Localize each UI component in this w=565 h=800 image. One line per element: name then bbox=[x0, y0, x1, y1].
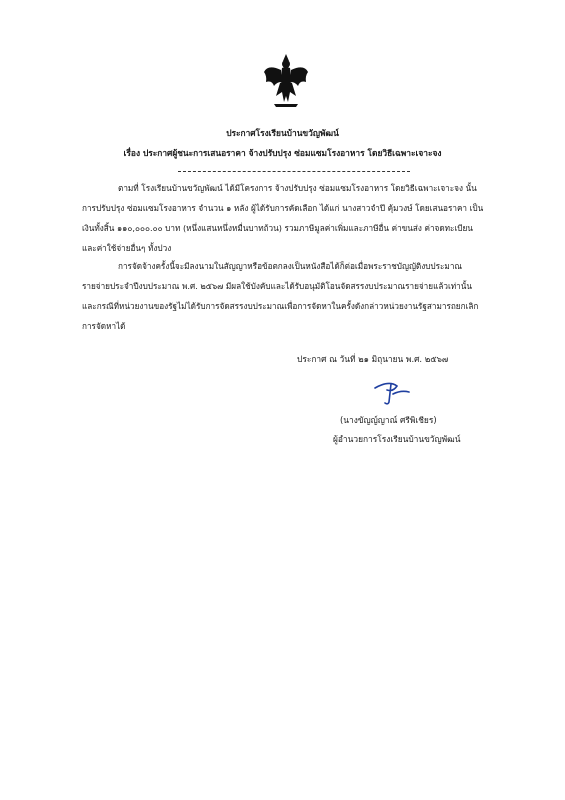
announcement-date: ประกาศ ณ วันที่ ๒๑ มิถุนายน พ.ศ. ๒๕๖๗ bbox=[297, 354, 449, 364]
text-line: และกรณีที่หน่วยงานของรัฐไม่ได้รับการจัดสรรงบประมาณเพื่อการจัดหาในครั้งดังกล่าวหน่วยงานรัฐสามารถยกเลิก bbox=[82, 301, 479, 311]
text-line: การปรับปรุง ซ่อมแซมโรงอาหาร จำนวน ๑ หลัง ผู้ได้รับการคัดเลือก ได้แก่ นางสาวจำปี คุ้มวงษ์ โดยเสนอราคา เป็น bbox=[82, 203, 484, 213]
text-line: เงินทั้งสิ้น ๑๑๐,๐๐๐.๐๐ บาท (หนึ่งแสนหนึ่งหมื่นบาทถ้วน) รวมภาษีมูลค่าเพิ่มและภาษีอื่น ค่าขนส่ง ค่าจดทะเบียน bbox=[82, 223, 473, 233]
signer-position: ผู้อำนวยการโรงเรียนบ้านขวัญพัฒน์ bbox=[333, 434, 461, 444]
text-line: ตามที่ โรงเรียนบ้านขวัญพัฒน์ ได้มีโครงการ จ้างปรับปรุง ซ่อมแซมโรงอาหาร โดยวิธีเฉพาะเจาะจง นั้น bbox=[118, 183, 477, 193]
garuda-emblem-icon bbox=[262, 52, 310, 108]
text-line: การจัดหาได้ bbox=[82, 321, 126, 331]
paragraph-award bbox=[82, 178, 483, 258]
text-line: รายจ่ายประจำปีงบประมาณ พ.ศ. ๒๕๖๗ มีผลใช้บังคับและได้รับอนุมัติโอนจัดสรรงบประมาณรายจ่ายแล้วเท่านั้น bbox=[82, 281, 472, 291]
divider bbox=[178, 171, 410, 172]
text-line: การจัดจ้างครั้งนี้จะมีลงนามในสัญญาหรือข้อตกลงเป็นหนังสือได้ก็ต่อเมื่อพระราชบัญญัติงบประมาณ bbox=[118, 261, 463, 271]
paragraph-conditions bbox=[82, 256, 478, 336]
announcement-subject: เรื่อง ประกาศผู้ชนะการเสนอราคา จ้างปรับปรุง ซ่อมแซมโรงอาหาร โดยวิธีเฉพาะเจาะจง bbox=[123, 148, 442, 158]
announcement-title: ประกาศโรงเรียนบ้านขวัญพัฒน์ bbox=[226, 128, 339, 138]
signer-name: (นางขัญญ์ญาณ์ ศรีพิเชียร) bbox=[340, 415, 437, 425]
text-line: และค่าใช้จ่ายอื่นๆ ทั้งปวง bbox=[82, 243, 172, 253]
signature bbox=[367, 380, 417, 406]
